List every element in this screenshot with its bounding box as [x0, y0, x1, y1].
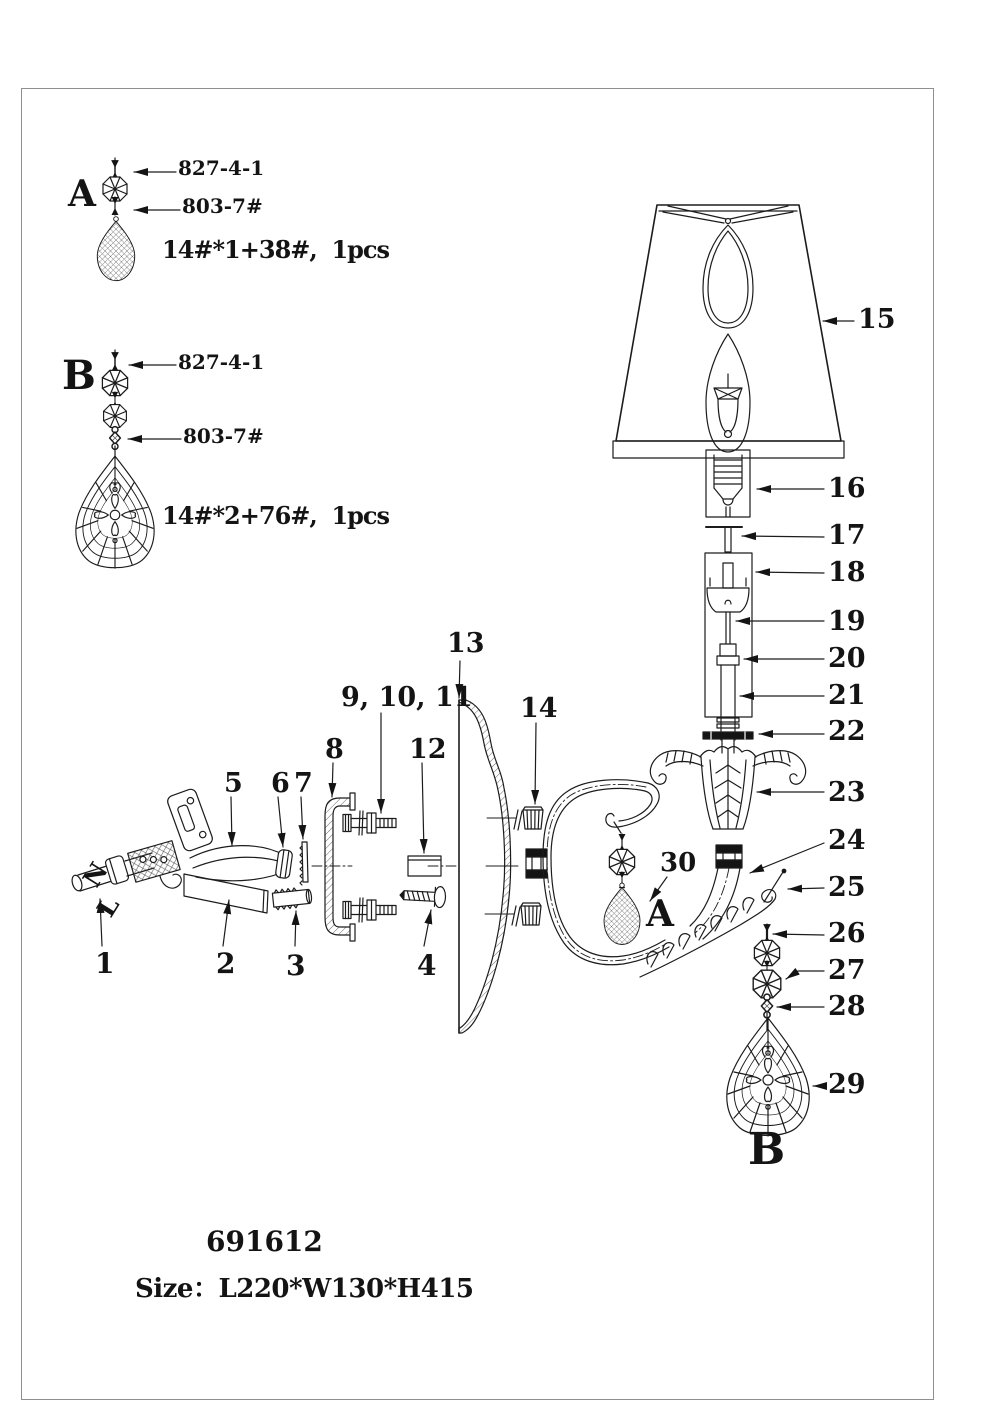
callout-19: 19 — [828, 606, 866, 637]
callout-24: 24 — [828, 825, 866, 856]
callout-20: 20 — [828, 643, 866, 674]
callout-22: 22 — [828, 716, 866, 747]
callout-9-10-11: 9, 10, 11 — [341, 682, 473, 713]
callout-30: 30 — [660, 848, 697, 878]
callout-7: 7 — [294, 768, 313, 799]
model-number: 691612 — [206, 1225, 323, 1258]
detail-b-letter: B — [62, 352, 96, 399]
callout-12: 12 — [409, 734, 447, 765]
stud-pin-drawing — [706, 527, 742, 552]
callout-16: 16 — [828, 473, 866, 504]
detail-b-code-bottom: 803-7# — [183, 424, 264, 448]
detail-a-letter: A — [68, 173, 96, 215]
detail-a-code-bottom: 803-7# — [182, 194, 263, 218]
bracket-drawing — [312, 793, 441, 941]
leaf-crown-drawing — [650, 739, 805, 829]
callout-23: 23 — [828, 777, 866, 808]
callout-29: 29 — [828, 1069, 866, 1100]
wire-label-live: L — [91, 891, 126, 923]
detail-b-caption: 14#*2+76#, 1pcs — [162, 501, 390, 530]
callout-25: 25 — [828, 872, 866, 903]
callout-28: 28 — [828, 991, 866, 1022]
callout-2: 2 — [216, 947, 236, 980]
scroll-arm-drawing — [543, 780, 669, 965]
wire-label-neutral: N — [77, 857, 114, 893]
wires-drawing — [190, 842, 308, 885]
callout-6: 6 — [271, 768, 290, 799]
socket-drawing — [706, 450, 750, 517]
callout-3: 3 — [286, 949, 306, 982]
callout-8: 8 — [325, 734, 344, 765]
pendant-b-drawing — [727, 924, 809, 1136]
callout-15: 15 — [858, 304, 896, 335]
detail-b-code-top: 827-4-1 — [178, 350, 265, 374]
callout-17: 17 — [828, 520, 866, 551]
callout-4: 4 — [417, 949, 437, 982]
ref-letter-b: B — [748, 1124, 786, 1175]
size-spec: Size：L220*W130*H415 — [135, 1274, 474, 1304]
detail-a-code-top: 827-4-1 — [178, 156, 265, 180]
callout-26: 26 — [828, 918, 866, 949]
callout-5: 5 — [224, 768, 243, 799]
detail-a-caption: 14#*1+38#, 1pcs — [162, 235, 390, 264]
shade-drawing — [613, 205, 844, 458]
power-cord-assembly-drawing — [70, 788, 446, 913]
callout-14: 14 — [520, 693, 558, 724]
callout-18: 18 — [828, 557, 866, 588]
callout-21: 21 — [828, 680, 866, 711]
callout-13: 13 — [447, 628, 485, 659]
backbox-drawing — [703, 553, 753, 740]
callout-27: 27 — [828, 955, 866, 986]
callout-1: 1 — [95, 947, 115, 980]
ref-letter-a: A — [646, 893, 674, 935]
